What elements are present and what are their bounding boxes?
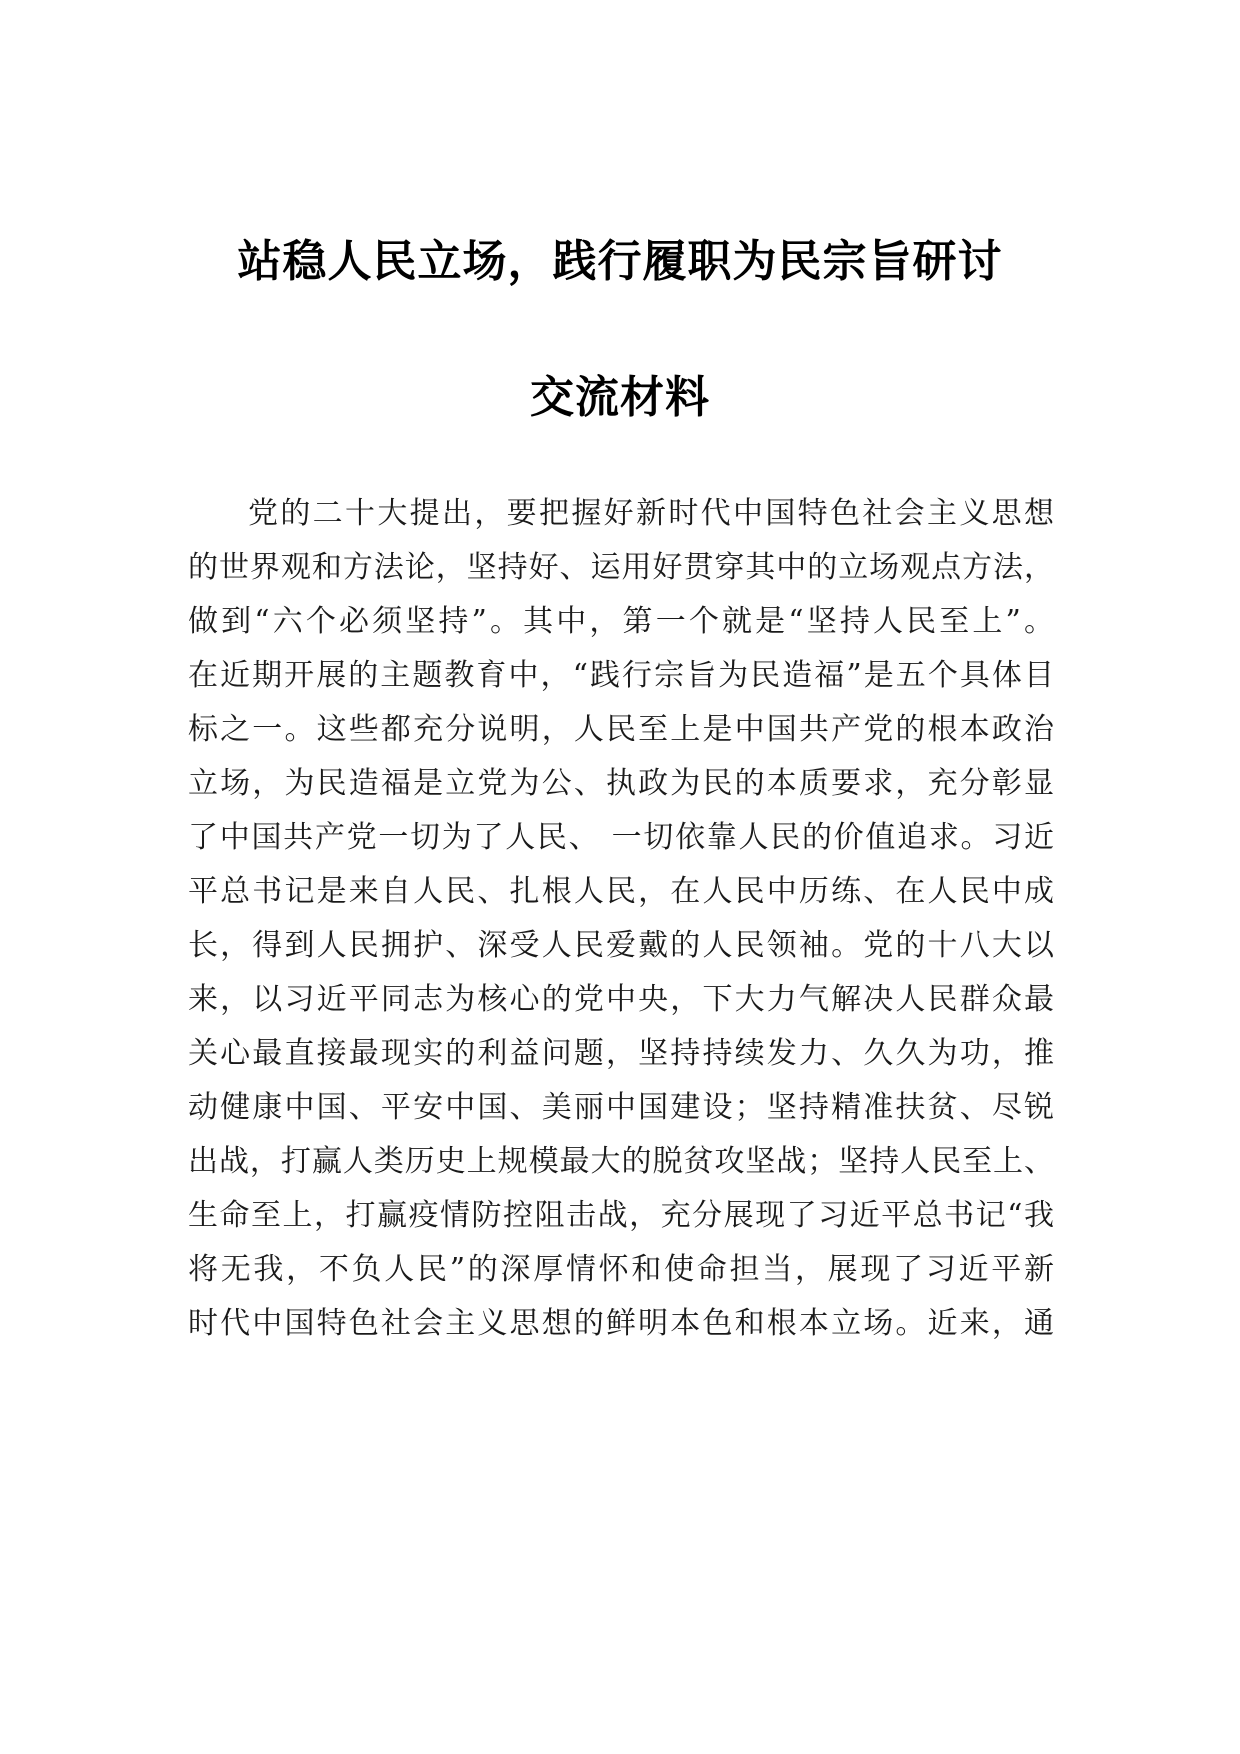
body-line: 关心最直接最现实的利益问题，坚持持续发力、久久为功，推 <box>188 1036 1054 1071</box>
body-line: 党的二十大提出，要把握好新时代中国特色社会主义思想 <box>248 496 1054 531</box>
body-line: 平总书记是来自人民、扎根人民，在人民中历练、在人民中成 <box>188 874 1054 909</box>
body-line: 来，以习近平同志为核心的党中央，下大力气解决人民群众最 <box>188 982 1054 1017</box>
body-line: 将无我，不负人民”的深厚情怀和使命担当，展现了习近平新 <box>188 1252 1054 1287</box>
body-line: 生命至上，打赢疫情防控阻击战，充分展现了习近平总书记“我 <box>188 1198 1054 1233</box>
body-line: 了中国共产党一切为了人民、 一切依靠人民的价值追求。习近 <box>188 820 1054 855</box>
body-line: 时代中国特色社会主义思想的鲜明本色和根本立场。近来，通 <box>188 1306 1054 1341</box>
document-title-line-2: 交流材料 <box>530 372 710 423</box>
document-body <box>188 487 1054 1351</box>
body-line: 立场，为民造福是立党为公、执政为民的本质要求，充分彰显 <box>188 766 1054 801</box>
body-line: 长，得到人民拥护、深受人民爱戴的人民领袖。党的十八大以 <box>188 928 1054 963</box>
body-line: 在近期开展的主题教育中，“践行宗旨为民造福”是五个具体目 <box>188 658 1054 693</box>
body-line: 动健康中国、平安中国、美丽中国建设；坚持精准扶贫、尽锐 <box>188 1090 1054 1125</box>
body-line: 标之一。这些都充分说明，人民至上是中国共产党的根本政治 <box>188 712 1054 747</box>
body-line: 出战，打赢人类历史上规模最大的脱贫攻坚战；坚持人民至上、 <box>188 1144 1054 1179</box>
body-line: 做到“六个必须坚持”。其中，第一个就是“坚持人民至上”。 <box>188 604 1054 639</box>
document-title-line-1: 站稳人民立场，践行履职为民宗旨研讨 <box>237 236 1003 287</box>
body-line: 的世界观和方法论，坚持好、运用好贯穿其中的立场观点方法， <box>188 550 1054 585</box>
